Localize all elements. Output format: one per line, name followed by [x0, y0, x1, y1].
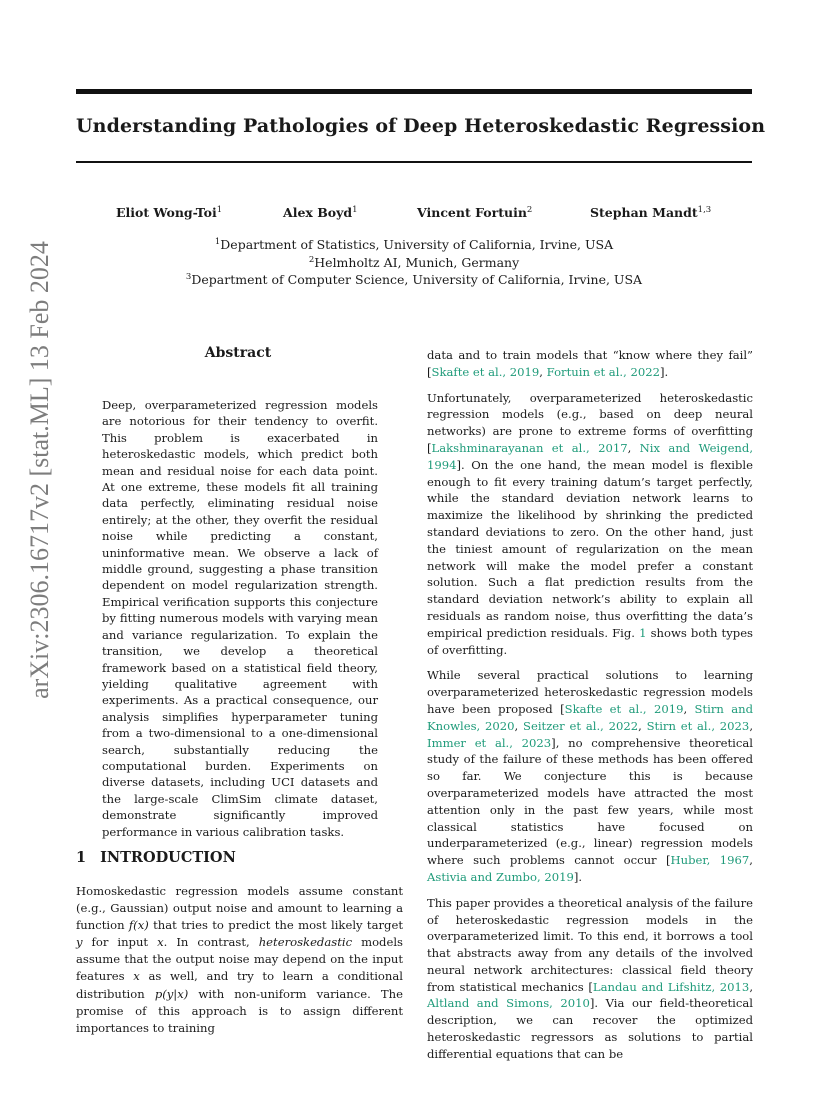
citation-link[interactable]: Stirn and Knowles, 2020 [427, 701, 754, 733]
citation-link[interactable]: Skafte et al., 2019 [564, 701, 684, 716]
intro-paragraph-1: Homoskedastic regression models assume constant (e.g., Gaussian) output noise and amount to learning a function f(x) that tries to predict the most likely target y for input x. In contrast, heteroskedastic models assume that the output noise may depend on the input features x as well, and try to learn a conditional distribution p(y|x) with non-uniform variance. The promise of this approach is to assign different importances to training [76, 884, 403, 1035]
citation-link[interactable]: Lakshminarayanan et al., 2017 [431, 440, 628, 455]
abstract-heading: Abstract [204, 345, 272, 361]
title-rule-bottom [76, 161, 752, 163]
author-2: Alex Boyd$^1$ [283, 205, 358, 221]
author-4: Stephan Mandt$^{1,3}$ [590, 205, 712, 221]
citation-link[interactable]: Stirn et al., 2023 [646, 718, 750, 733]
citation-link[interactable]: Immer et al., 2023 [427, 735, 552, 750]
citation-link[interactable]: Altland and Simons, 2010 [427, 996, 590, 1011]
author-3: Vincent Fortuin$^2$ [417, 205, 533, 221]
paper-title: Understanding Pathologies of Deep Heteroskedastic Regression [76, 115, 766, 137]
affiliation-3: $^3$Department of Computer Science, University of California, Irvine, USA [185, 272, 643, 288]
citation-link[interactable]: Fortuin et al., 2022 [546, 364, 660, 379]
citation-link[interactable]: Nix and Weigend, 1994 [427, 440, 753, 472]
author-1: Eliot Wong-Toi$^1$ [116, 205, 223, 221]
intro-left-column [76, 883, 403, 1037]
citation-link[interactable]: Huber, 1967 [670, 853, 750, 868]
right-paragraph-2: While several practical solutions to learning overparameterized heteroskedastic regression models have been proposed [Skafte et al., 2019, Stirn and Knowles, 2020, Seitzer et al., 2022, Stirn et al., 2023, Immer et al., 2023], no comprehensive theoretical study of the failure of these methods has been offered so far. We conjecture this is because overparameterized models have attracted the most attention only in the past few years, while most classical statistics have focused on underparameterized (e.g., linear) regression models where such problems cannot occur [Huber, 1967, Astivia and Zumbo, 2019]. [427, 668, 754, 884]
citation-link[interactable]: Skafte et al., 2019 [431, 364, 540, 379]
right-paragraph-0: data and to train models that “know where they fail” [Skafte et al., 2019, Fortuin et al., 2022]. [427, 348, 753, 379]
citation-link[interactable]: Seitzer et al., 2022 [523, 718, 639, 733]
right-paragraph-1: Unfortunately, overparameterized heteroskedastic regression models (e.g., based on deep neural networks) are prone to extreme forms of overfitting [Lakshminarayanan et al., 2017, Nix and Weigend, 1994]. On the one hand, the mean model is flexible enough to fit every training datum’s target perfectly, while the standard deviation network learns to maximize the likelihood by shrinking the predicted standard deviations to zero. On the other hand, just the tiniest amount of regularization on the mean network will make the model prefer a constant solution. Such a flat prediction results from the standard deviation network’s ability to explain all residuals as random noise, thus overfitting the data’s empirical prediction residuals. Fig. 1 shows both types of overfitting. [427, 390, 754, 657]
intro-right-column [427, 347, 753, 1072]
figure-reference-link[interactable]: 1 [639, 625, 647, 640]
citation-link[interactable]: Landau and Lifshitz, 2013 [592, 979, 750, 994]
section-heading-introduction: 1 INTRODUCTION [76, 849, 236, 866]
right-paragraph-3: This paper provides a theoretical analysis of the failure of heteroskedastic regression models in the overparameterized limit. To this end, it borrows a tool that abstracts away from any details of the involved neural network architectures: classical field theory from statistical mechanics [Landau and Lifshitz, 2013, Altland and Simons, 2010]. Via our field-theoretical description, we can recover the optimized heteroskedastic regressors as solutions to partial differential equations that can be [427, 895, 753, 1061]
affiliation-1: $^1$Department of Statistics, University of California, Irvine, USA [214, 237, 614, 253]
abstract-body: Deep, overparameterized regression models are notorious for their tendency to overfit. This problem is exacerbated in heteroskedastic models, which predict both mean and residual noise for each data point. At one extreme, these models fit all training data perfectly, eliminating residual noise entirely; at the other, they overfit the residual noise while predicting a constant, uninformative mean. We observe a lack of middle ground, suggesting a phase transition dependent on model regularization strength. Empirical verification supports this conjecture by fitting numerous models with varying mean and variance regularization. To explain the transition, we develop a theoretical framework based on a statistical field theory, yielding qualitative agreement with experiments. As a practical consequence, our analysis simplifies hyperparameter tuning from a two-dimensional to a one-dimensional search, substantially reducing the computational burden. Experiments on diverse datasets, including UCI datasets and the large-scale ClimSim climate dataset, demonstrate significantly improved performance in various calibration tasks. [102, 398, 378, 839]
citation-link[interactable]: Astivia and Zumbo, 2019 [427, 869, 574, 884]
title-rule-top [76, 89, 752, 94]
affiliation-2: $^2$Helmholtz AI, Munich, Germany [308, 255, 520, 271]
